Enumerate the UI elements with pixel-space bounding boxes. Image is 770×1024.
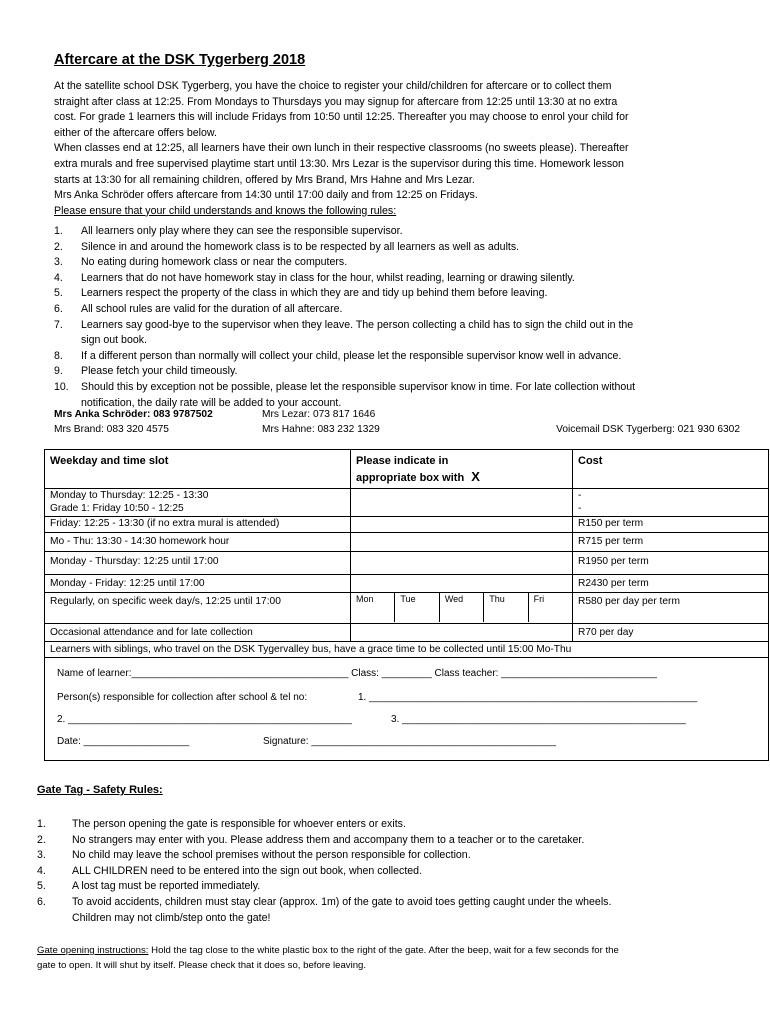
intro-line: When classes end at 12:25, all learners have their own lunch in their respective classrooms (no sweets please). Thereafter xyxy=(54,142,629,155)
indicate-box[interactable] xyxy=(351,489,573,517)
rule-text-continued: notification, the daily rate will be added to your account. xyxy=(81,396,342,409)
rule-text: Please fetch your child timeously. xyxy=(81,365,238,378)
slot-cell: Mo - Thu: 13:30 - 14:30 homework hour xyxy=(45,532,351,552)
persons-responsible-label: Person(s) responsible for collection after school & tel no: xyxy=(57,692,308,703)
cost-cell: R2430 per term xyxy=(573,574,769,593)
rule-number: 4. xyxy=(54,271,63,284)
slot-cell: Monday - Friday: 12:25 until 17:00 xyxy=(45,574,351,593)
weekday-boxes xyxy=(351,593,573,624)
gate-rule-text: ALL CHILDREN need to be entered into the sign out book, when collected. xyxy=(72,864,423,877)
table-row xyxy=(45,517,769,533)
registration-form xyxy=(45,658,769,761)
rule-number: 8. xyxy=(54,349,63,362)
rule-text: If a different person than normally will collect your child, please let the responsible supervisor know well in advance. xyxy=(81,349,622,362)
aftercare-options-table xyxy=(44,449,769,761)
person-1-field[interactable]: 1. ___________________________________________________________ xyxy=(358,692,698,703)
rule-text: Should this by exception not be possible, please let the responsible supervisor know in time. For late collection without xyxy=(81,380,636,393)
rule-text: Learners that do not have homework stay in class for the hour, whilst reading, learning or drawing silently. xyxy=(81,271,575,284)
cost-text: - xyxy=(578,490,582,501)
table-row xyxy=(45,624,769,642)
header-indicate-line1: Please indicate in xyxy=(356,455,449,467)
intro-line: cost. For grade 1 learners this will include Fridays from 10:50 until 12:25. Thereafter you may choose to enrol your child for xyxy=(54,111,629,124)
rule-text: All school rules are valid for the duration of all aftercare. xyxy=(81,302,343,315)
rule-item xyxy=(54,286,754,302)
table-row xyxy=(45,641,769,658)
rule-text: All learners only play where they can see the responsible supervisor. xyxy=(81,225,403,237)
contact-voicemail: Voicemail DSK Tygerberg: 021 930 6302 xyxy=(556,424,740,435)
gate-rule-text: To avoid accidents, children must stay clear (approx. 1m) of the gate to avoid toes getting caught under the wheels. xyxy=(72,895,612,908)
gate-instructions-text: Hold the tag close to the white plastic box to the right of the gate. After the beep, wait for a few seconds for the xyxy=(148,945,619,956)
gate-rules-list xyxy=(37,817,737,926)
rule-number: 2. xyxy=(54,240,63,253)
cost-cell: R70 per day xyxy=(573,624,769,642)
header-indicate-line2: appropriate box with xyxy=(356,472,465,484)
gate-rule-item xyxy=(37,895,737,926)
slot-cell: Friday: 12:25 - 13:30 (if no extra mural is attended) xyxy=(45,517,351,533)
intro-line: either of the aftercare offers below. xyxy=(54,126,217,139)
gate-rule-text-continued: Children may not climb/step onto the gate! xyxy=(72,911,271,924)
document-title: Aftercare at the DSK Tygerberg 2018 xyxy=(54,52,306,68)
header-cost: Cost xyxy=(573,450,769,489)
slot-cell: Regularly, on specific week day/s, 12:25 until 17:00 xyxy=(45,593,351,624)
signature-field[interactable]: Signature: ____________________________________________ xyxy=(263,736,557,747)
contact-schroder: Mrs Anka Schröder: 083 9787502 xyxy=(54,409,213,420)
rules-list xyxy=(54,224,754,411)
gate-rule-number: 2. xyxy=(37,833,46,846)
intro-line: extra murals and free supervised playtime start until 13:30. Mrs Lezar is the supervisor during this time. Homework lesson xyxy=(54,157,624,170)
person-2-field[interactable]: 2. ___________________________________________________ xyxy=(57,714,352,725)
indicate-box[interactable] xyxy=(351,552,573,575)
rule-text: Silence in and around the homework class is to be respected by all learners as well as adults. xyxy=(81,240,520,253)
rule-number: 5. xyxy=(54,287,63,300)
rule-item xyxy=(54,318,754,349)
cost-text: - xyxy=(578,502,582,514)
gate-rule-item xyxy=(37,879,737,895)
contact-list xyxy=(54,409,744,439)
weekday-box-fri[interactable]: Fri xyxy=(533,594,545,604)
date-field[interactable]: Date: ___________________ xyxy=(57,736,190,747)
gate-safety-title: Gate Tag - Safety Rules: xyxy=(37,784,163,796)
gate-rule-item xyxy=(37,833,737,849)
rule-item xyxy=(54,271,754,287)
gate-rule-item xyxy=(37,848,737,864)
gate-instructions-text-continued: gate to open. It will shut by itself. Please check that it does so, before leaving. xyxy=(37,959,367,971)
gate-rule-number: 6. xyxy=(37,895,46,908)
rule-item xyxy=(54,240,754,256)
indicate-box[interactable] xyxy=(351,624,573,642)
rules-heading: Please ensure that your child understands and knows the following rules: xyxy=(54,204,397,217)
rule-number: 1. xyxy=(54,225,63,237)
gate-rule-text: No child may leave the school premises without the person responsible for collection. xyxy=(72,849,471,862)
rule-item xyxy=(54,349,754,365)
intro-line: Mrs Anka Schröder offers aftercare from 14:30 until 17:00 daily and from 12:25 on Fridays. xyxy=(54,189,478,202)
gate-rule-text: The person opening the gate is responsible for whoever enters or exits. xyxy=(72,818,406,830)
gate-rule-number: 3. xyxy=(37,849,46,862)
table-row xyxy=(45,593,769,624)
header-indicate xyxy=(351,450,573,489)
weekday-box-mon[interactable]: Mon xyxy=(351,593,395,622)
slot-text: Grade 1: Friday 10:50 - 12:25 xyxy=(50,502,184,514)
rule-text: Learners respect the property of the class in which they are and tidy up behind them before leaving. xyxy=(81,287,548,300)
table-row xyxy=(45,574,769,593)
weekday-box-tue[interactable]: Tue xyxy=(395,593,439,622)
cost-cell xyxy=(573,489,769,517)
gate-instructions-label: Gate opening instructions: xyxy=(37,945,149,956)
rule-number: 7. xyxy=(54,318,63,331)
contact-lezar: Mrs Lezar: 073 817 1646 xyxy=(262,409,376,420)
rule-number: 10. xyxy=(54,380,69,393)
intro-line: starts at 13:30 for all remaining children, offered by Mrs Brand, Mrs Hahne and Mrs Lezar. xyxy=(54,173,475,186)
rule-item xyxy=(54,224,754,240)
table-header-row xyxy=(45,450,769,489)
cost-cell: R715 per term xyxy=(573,532,769,552)
rule-text: Learners say good-bye to the supervisor when they leave. The person collecting a child has to sign the child out in the xyxy=(81,318,634,331)
indicate-box[interactable] xyxy=(351,517,573,533)
intro-line: straight after class at 12:25. From Mondays to Thursdays you may signup for aftercare from 12:25 until 13:30 at no extra xyxy=(54,95,618,108)
table-row xyxy=(45,552,769,575)
weekday-box-wed[interactable]: Wed xyxy=(440,593,484,622)
weekday-box-thu[interactable]: Thu xyxy=(484,593,528,622)
gate-rule-number: 1. xyxy=(37,818,46,830)
rule-number: 6. xyxy=(54,302,63,315)
table-row xyxy=(45,532,769,552)
intro-text xyxy=(54,79,749,219)
contact-brand: Mrs Brand: 083 320 4575 xyxy=(54,424,169,435)
rule-number: 9. xyxy=(54,365,63,378)
slot-cell xyxy=(45,489,351,517)
gate-rule-item xyxy=(37,864,737,880)
siblings-note: Learners with siblings, who travel on the DSK Tygervalley bus, have a grace time to be collected until 15:00 Mo-Thu xyxy=(45,641,769,658)
rule-item xyxy=(54,255,754,271)
gate-rule-text: No strangers may enter with you. Please address them and accompany them to a teacher or to the caretaker. xyxy=(72,833,585,846)
rule-text: No eating during homework class or near the computers. xyxy=(81,256,348,269)
indicate-box[interactable] xyxy=(351,532,573,552)
rule-item xyxy=(54,302,754,318)
rule-item xyxy=(54,364,754,380)
person-3-field[interactable]: 3. ___________________________________________________ xyxy=(391,714,686,725)
contact-hahne: Mrs Hahne: 083 232 1329 xyxy=(262,424,380,435)
cost-cell: R580 per day per term xyxy=(573,593,769,624)
rule-number: 3. xyxy=(54,256,63,269)
cost-cell: R1950 per term xyxy=(573,552,769,575)
header-slot: Weekday and time slot xyxy=(45,450,351,489)
rule-text-continued: sign out book. xyxy=(81,334,147,347)
indicate-box[interactable] xyxy=(351,574,573,593)
gate-rule-text: A lost tag must be reported immediately. xyxy=(72,880,261,893)
intro-line: At the satellite school DSK Tygerberg, you have the choice to register your child/children for aftercare or to collect them xyxy=(54,80,612,92)
slot-cell: Occasional attendance and for late collection xyxy=(45,624,351,642)
table-row xyxy=(45,489,769,517)
rule-item xyxy=(54,380,754,411)
cost-cell: R150 per term xyxy=(573,517,769,533)
learner-details-field[interactable]: Name of learner:_______________________________________ Class: _________ Class teacher: ____________________________ xyxy=(57,668,657,679)
slot-text: Monday to Thursday: 12:25 - 13:30 xyxy=(50,490,209,501)
slot-cell: Monday - Thursday: 12:25 until 17:00 xyxy=(45,552,351,575)
gate-rule-number: 4. xyxy=(37,864,46,877)
registration-form-row xyxy=(45,658,769,761)
gate-rule-number: 5. xyxy=(37,880,46,893)
header-indicate-mark: X xyxy=(471,469,480,484)
gate-opening-instructions xyxy=(37,944,727,973)
gate-rule-item xyxy=(37,817,737,833)
